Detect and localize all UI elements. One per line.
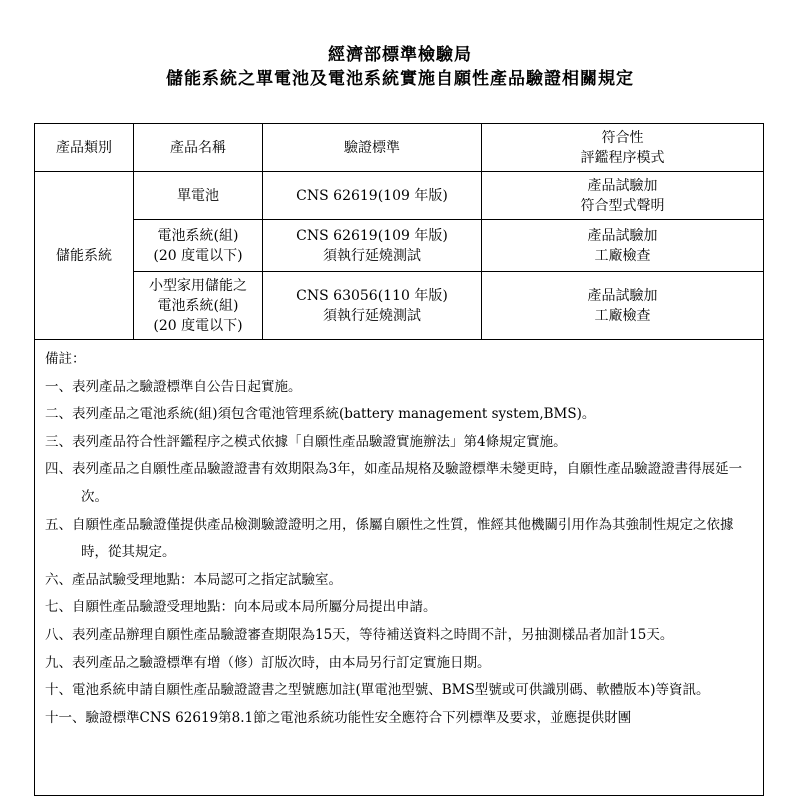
standard-cell: CNS 63056(110 年版) 須執行延燒測試 — [263, 272, 482, 340]
note-item: 九、表列產品之驗證標準有增（修）訂版次時，由本局另行訂定實施日期。 — [45, 654, 491, 671]
column-header-product-name: 產品名稱 — [134, 124, 263, 172]
standard-cell: CNS 62619(109 年版) 須執行延燒測試 — [263, 220, 482, 272]
note-item: 三、表列產品符合性評鑑程序之模式依據「自願性產品驗證實施辦法」第4條規定實施。 — [45, 433, 567, 450]
product-name-cell: 小型家用儲能之 電池系統(組) (20 度電以下) — [134, 272, 263, 340]
note-item: 六、產品試驗受理地點：本局認可之指定試驗室。 — [45, 571, 342, 588]
standard-cell: CNS 62619(109 年版) — [263, 172, 482, 220]
scheme-cell: 產品試驗加 工廠檢查 — [482, 220, 764, 272]
note-item: 五、自願性產品驗證僅提供產品檢測驗證證明之用，係屬自願性之性質，惟經其他機關引用作為其強制性規定之依據時，從其規定。 — [45, 516, 734, 561]
agency-title: 經濟部標準檢驗局 — [328, 45, 472, 65]
note-item: 十、電池系統申請自願性產品驗證證書之型號應加註(單電池型號、BMS型號或可供識別碼、軟體版本)等資訊。 — [45, 682, 710, 699]
notes-heading: 備註： — [45, 351, 86, 367]
column-header-standard: 驗證標準 — [263, 124, 482, 172]
scheme-cell: 產品試驗加 符合型式聲明 — [482, 172, 764, 220]
product-name-cell: 電池系統(組) (20 度電以下) — [134, 220, 263, 272]
note-item: 十一、驗證標準CNS 62619第8.1節之電池系統功能性安全應符合下列標準及要求，並應提供財團 — [45, 709, 632, 726]
note-item: 一、表列產品之驗證標準自公告日起實施。 — [45, 378, 302, 395]
note-item: 八、表列產品辦理自願性產品驗證審查期限為15天，等待補送資料之時間不計，另抽測樣品者加計15天。 — [45, 626, 674, 643]
product-name-cell: 單電池 — [134, 172, 263, 220]
category-cell: 儲能系統 — [35, 172, 134, 340]
column-header-scheme: 符合性 評鑑程序模式 — [482, 124, 764, 172]
note-item: 二、表列產品之電池系統(組)須包含電池管理系統(battery management system,BMS)。 — [45, 406, 596, 423]
document-title: 儲能系統之單電池及電池系統實施自願性產品驗證相關規定 — [166, 69, 634, 89]
note-item: 四、表列產品之自願性產品驗證證書有效期限為3年，如產品規格及驗證標準未變更時，自願性產品驗證證書得展延一次。 — [45, 461, 743, 505]
column-header-category: 產品類別 — [35, 124, 134, 172]
note-item: 七、自願性產品驗證受理地點：向本局或本局所屬分局提出申請。 — [45, 599, 437, 616]
regulation-table — [34, 123, 764, 796]
notes-section — [35, 340, 764, 796]
scheme-cell: 產品試驗加 工廠檢查 — [482, 272, 764, 340]
